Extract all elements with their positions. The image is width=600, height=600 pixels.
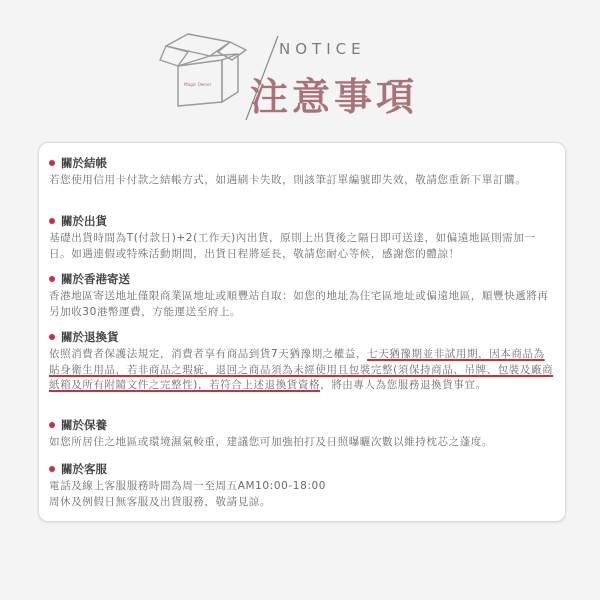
bullet-dot-icon bbox=[49, 466, 55, 472]
section-title bbox=[49, 329, 555, 345]
section-title-text: 關於退換貨 bbox=[61, 330, 119, 344]
bullet-dot-icon bbox=[49, 276, 55, 282]
bullet-dot-icon bbox=[49, 422, 55, 428]
bullet-dot-icon bbox=[49, 160, 55, 166]
section-care bbox=[49, 417, 555, 451]
returns-highlighted-text: 七天猶豫期並非試用期，因本商品為貼身衛生用品，若非商品之瑕疵，退回之商品須為未經使用且包裝完整(須保持商品、吊牌、包裝及廠商紙箱及所有附隨文件之完整性)，若符合上述退換貨資格 bbox=[49, 348, 554, 391]
section-hongkong bbox=[49, 271, 555, 320]
section-body bbox=[49, 479, 555, 510]
bullet-dot-icon bbox=[49, 218, 55, 224]
returns-text-intro: 依照消費者保護法規定，消費者享有商品到貨7天猶豫期之權益， bbox=[49, 348, 368, 360]
notice-english-title: NOTICE bbox=[279, 40, 366, 58]
holiday-note-line: 周休及例假日無客服及出貨服務，敬請見諒。 bbox=[49, 495, 271, 508]
section-customer-service bbox=[49, 461, 555, 510]
section-title bbox=[49, 213, 555, 229]
bullet-dot-icon bbox=[49, 334, 55, 340]
section-checkout bbox=[49, 155, 555, 189]
notice-chinese-title: 注意事項 bbox=[250, 75, 419, 119]
notice-card bbox=[38, 142, 566, 522]
section-title-text: 關於保養 bbox=[61, 418, 107, 432]
section-body: 香港地區寄送地址僅限商業區地址或順豐站自取：如您的地址為住宅區地址或偏遠地區，順豐快遞將再另加收30港幣運費，方能運送至府上。 bbox=[49, 290, 549, 318]
notice-header bbox=[0, 0, 600, 140]
section-body: 如您所居住之地區或環境濕氣較重，建議您可加強拍打及日照曝曬次數以維持枕芯之蓬度。 bbox=[49, 436, 493, 448]
section-body: 基礎出貨時間為T(付款日)+2(工作天)內出貨，原則上出貨後之隔日即可送達，如偏遠地區則需加一日。如遇連假或特殊活動期間，出貨日程將延長，敬請您耐心等候，感謝您的體諒！ bbox=[49, 232, 536, 260]
section-title bbox=[49, 461, 555, 477]
section-title-text: 關於香港寄送 bbox=[61, 272, 130, 286]
box-logo-text: Magic Owner bbox=[184, 82, 212, 87]
section-title-text: 關於出貨 bbox=[61, 214, 107, 228]
section-body: 若您使用信用卡付款之結帳方式，如遇刷卡失敗，則該筆訂單編號即失效，敬請您重新下單訂購。 bbox=[49, 174, 527, 186]
section-title-text: 關於結帳 bbox=[61, 156, 107, 170]
returns-text-end: ，將由專人為您服務退換貨事宜。 bbox=[320, 379, 487, 391]
service-hours-line: 電話及線上客服服務時間為周一至周五AM10:00-18:00 bbox=[49, 480, 327, 492]
section-title-text: 關於客服 bbox=[61, 462, 107, 476]
section-body bbox=[49, 347, 555, 394]
section-shipping bbox=[49, 213, 555, 262]
section-returns bbox=[49, 329, 555, 394]
shipping-box-icon bbox=[158, 26, 250, 108]
section-title bbox=[49, 417, 555, 433]
section-title bbox=[49, 155, 555, 171]
section-title bbox=[49, 271, 555, 287]
